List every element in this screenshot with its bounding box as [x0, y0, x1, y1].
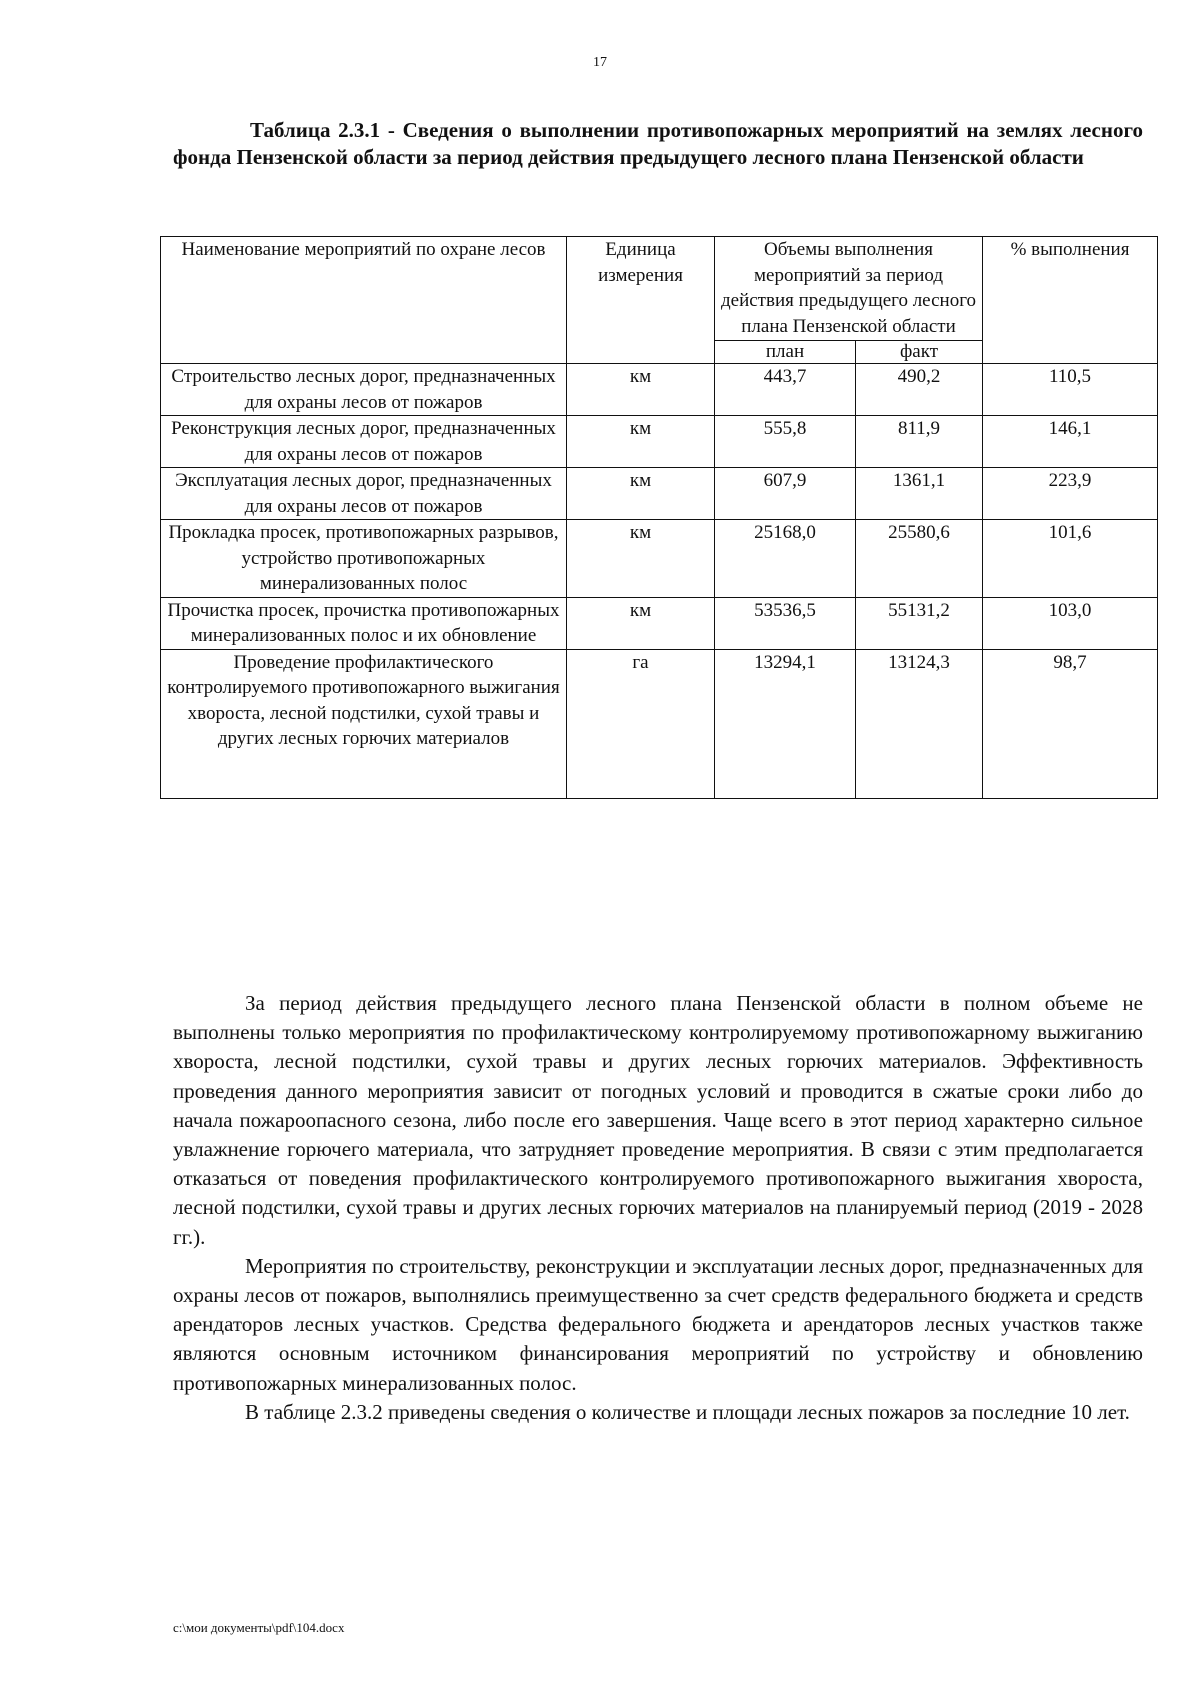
row-plan: 25168,0: [715, 520, 856, 598]
header-plan: план: [715, 340, 856, 363]
fire-measures-table: [160, 236, 1158, 799]
row-fact: 25580,6: [856, 520, 983, 598]
footer-file-path: c:\мои документы\pdf\104.docx: [173, 1620, 345, 1635]
row-percent: 146,1: [983, 416, 1158, 468]
header-unit: Единица измерения: [567, 237, 715, 364]
table-row: [161, 416, 1158, 468]
table-row: [161, 649, 1158, 798]
row-plan: 13294,1: [715, 649, 856, 798]
row-fact: 1361,1: [856, 468, 983, 520]
row-fact: 811,9: [856, 416, 983, 468]
row-percent: 103,0: [983, 597, 1158, 649]
row-percent: 101,6: [983, 520, 1158, 598]
row-name: Реконструкция лесных дорог, предназначенных для охраны лесов от пожаров: [161, 416, 567, 468]
row-unit: км: [567, 520, 715, 598]
row-percent: 223,9: [983, 468, 1158, 520]
row-plan: 443,7: [715, 364, 856, 416]
row-name: Прочистка просек, прочистка противопожарных минерализованных полос и их обновление: [161, 597, 567, 649]
header-fact: факт: [856, 340, 983, 363]
table-row: [161, 520, 1158, 598]
header-name: Наименование мероприятий по охране лесов: [161, 237, 567, 364]
row-percent: 98,7: [983, 649, 1158, 798]
body-text: [173, 989, 1143, 1427]
paragraph: Мероприятия по строительству, реконструкции и эксплуатации лесных дорог, предназначенных для охраны лесов от пожаров, выполнялись преимущественно за счет средств федерального бюджета и средств арендаторов лесных участков. Средства федерального бюджета и арендаторов лесных участков также являются основным источником финансирования мероприятий по устройству и обновлению противопожарных минерализованных полос.: [173, 1253, 1143, 1395]
row-name: Прокладка просек, противопожарных разрывов, устройство противопожарных минерализованных полос: [161, 520, 567, 598]
table-row: [161, 597, 1158, 649]
table-row: [161, 468, 1158, 520]
row-fact: 55131,2: [856, 597, 983, 649]
table-caption: Таблица 2.3.1 - Сведения о выполнении противопожарных мероприятий на землях лесного фонда Пензенской области за период действия предыдущего лесного плана Пензенской области: [173, 118, 1143, 169]
table-row: [161, 364, 1158, 416]
row-unit: км: [567, 416, 715, 468]
row-fact: 490,2: [856, 364, 983, 416]
row-plan: 555,8: [715, 416, 856, 468]
row-plan: 53536,5: [715, 597, 856, 649]
page-number: 17: [593, 55, 607, 70]
row-unit: га: [567, 649, 715, 798]
row-name: Проведение профилактического контролируемого противопожарного выжигания хвороста, лесной подстилки, сухой травы и других лесных горючих материалов: [161, 649, 567, 798]
row-plan: 607,9: [715, 468, 856, 520]
row-percent: 110,5: [983, 364, 1158, 416]
row-unit: км: [567, 468, 715, 520]
row-unit: км: [567, 597, 715, 649]
paragraph: За период действия предыдущего лесного плана Пензенской области в полном объеме не выполнены только мероприятия по профилактическому контролируемому противопожарному выжиганию хвороста, лесной подстилки, сухой травы и других лесных горючих материалов. Эффективность проведения данного мероприятия зависит от погодных условий и проводится в сжатые сроки либо до начала пожароопасного сезона, либо после его завершения. Чаще всего в этот период характерно сильное увлажнение горючего материала, что затрудняет проведение мероприятия. В связи с этим предполагается отказаться от поведения профилактического контролируемого противопожарного выжигания хвороста, лесной подстилки, сухой травы и других лесных горючих материалов на планируемый период (2019 - 2028 гг.).: [173, 991, 1143, 1249]
row-name: Строительство лесных дорог, предназначенных для охраны лесов от пожаров: [161, 364, 567, 416]
row-unit: км: [567, 364, 715, 416]
paragraph: В таблице 2.3.2 приведены сведения о количестве и площади лесных пожаров за последние 10 лет.: [245, 1399, 1130, 1424]
header-percent: % выполнения: [983, 237, 1158, 364]
row-fact: 13124,3: [856, 649, 983, 798]
row-name: Эксплуатация лесных дорог, предназначенных для охраны лесов от пожаров: [161, 468, 567, 520]
header-volumes: Объемы выполнения мероприятий за период действия предыдущего лесного плана Пензенской области: [715, 237, 983, 341]
